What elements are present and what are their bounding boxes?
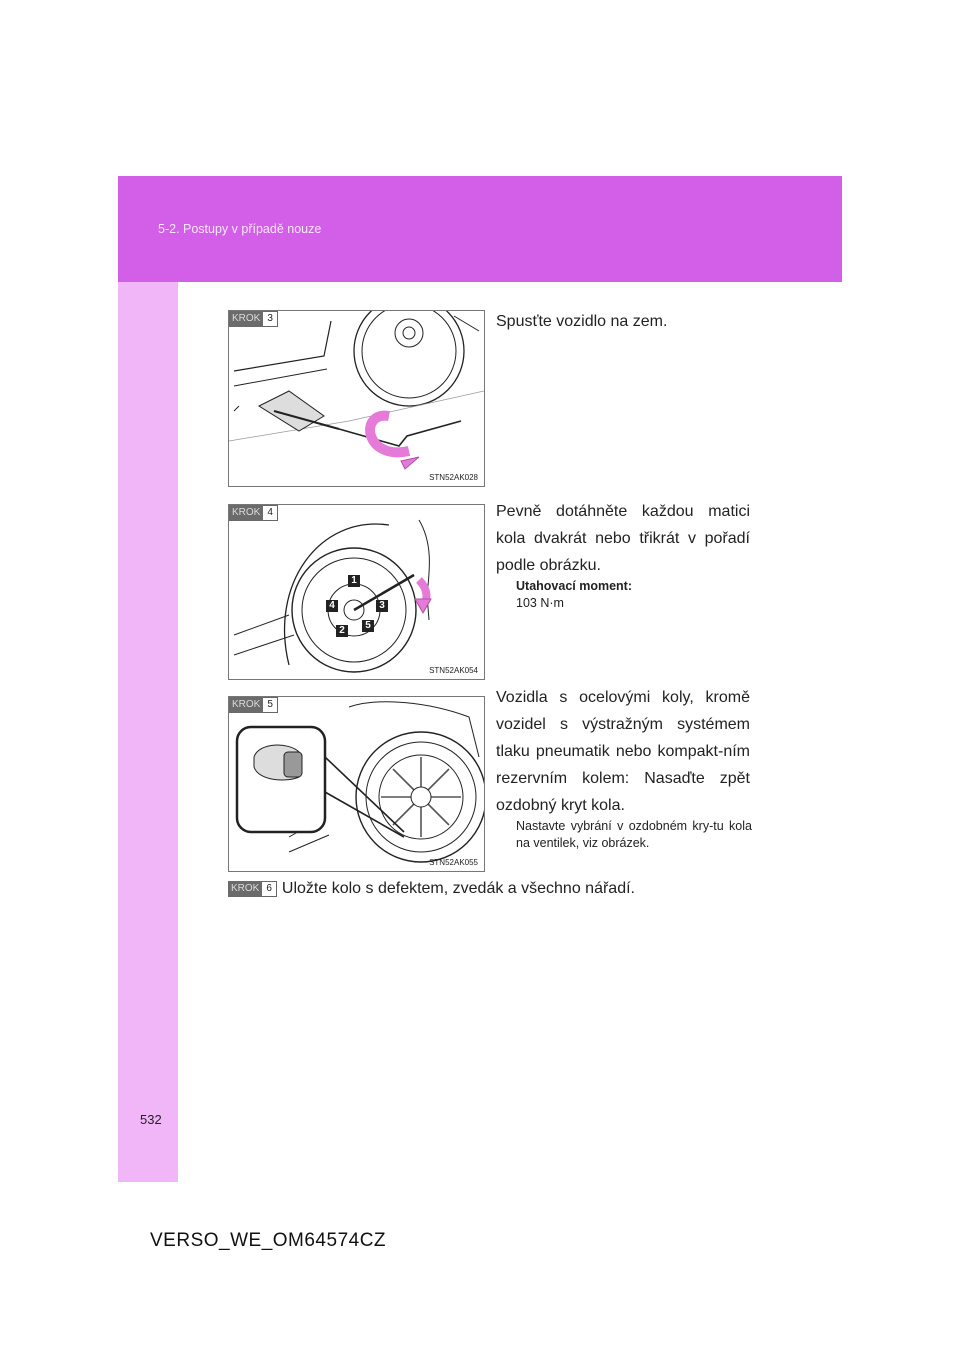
lowering-vehicle-illustration xyxy=(229,311,484,486)
section-header xyxy=(118,176,842,282)
nut-number-1: 1 xyxy=(348,575,360,587)
tightening-nuts-illustration xyxy=(229,505,484,679)
step-badge xyxy=(228,881,277,897)
figure-step-5 xyxy=(228,696,485,872)
nut-number-3: 3 xyxy=(376,600,388,612)
figure-code: STN52AK028 xyxy=(429,473,478,482)
wheel-cover-note: Nastavte vybrání v ozdobném kry-tu kola na ventilek, viz obrázek. xyxy=(516,819,752,850)
figure-code: STN52AK054 xyxy=(429,666,478,675)
step-5-text: Vozidla s ocelovými koly, kromě vozidel s výstražným systémem tlaku pneumatik nebo kompakt-ním rezervním kolem: Nasaďte zpět ozdobný kryt kola. xyxy=(496,689,750,814)
step-6-text: Uložte kolo s defektem, zvedák a všechno nářadí. xyxy=(281,880,635,897)
step-3-text: Spusťte vozidlo na zem. xyxy=(496,313,668,330)
step-label: KROK xyxy=(228,881,262,897)
torque-label: Utahovací moment: xyxy=(516,579,632,593)
step-badge xyxy=(229,505,278,521)
figure-code: STN52AK055 xyxy=(429,858,478,867)
sidebar-band xyxy=(118,282,178,1182)
wheel-cover-illustration xyxy=(229,697,484,871)
section-title: 5-2. Postupy v případě nouze xyxy=(158,222,322,236)
torque-note xyxy=(516,578,752,612)
nut-number-5: 5 xyxy=(362,620,374,632)
step-label: KROK xyxy=(229,505,263,521)
step-number: 4 xyxy=(263,505,278,521)
torque-value: 103 N·m xyxy=(516,596,564,610)
step-number: 3 xyxy=(263,311,278,327)
step-label: KROK xyxy=(229,697,263,713)
step-badge xyxy=(229,697,278,713)
step-label: KROK xyxy=(229,311,263,327)
nut-number-4: 4 xyxy=(326,600,338,612)
figure-step-3 xyxy=(228,310,485,487)
step-4-text: Pevně dotáhněte každou matici kola dvakrát nebo třikrát v pořadí podle obrázku. xyxy=(496,503,750,574)
nut-number-2: 2 xyxy=(336,625,348,637)
step-badge xyxy=(229,311,278,327)
step-number: 5 xyxy=(263,697,278,713)
page-number: 532 xyxy=(140,1112,162,1127)
figure-step-4 xyxy=(228,504,485,680)
step-number: 6 xyxy=(262,881,277,897)
step-6 xyxy=(228,880,635,898)
document-code: VERSO_WE_OM64574CZ xyxy=(150,1230,387,1251)
